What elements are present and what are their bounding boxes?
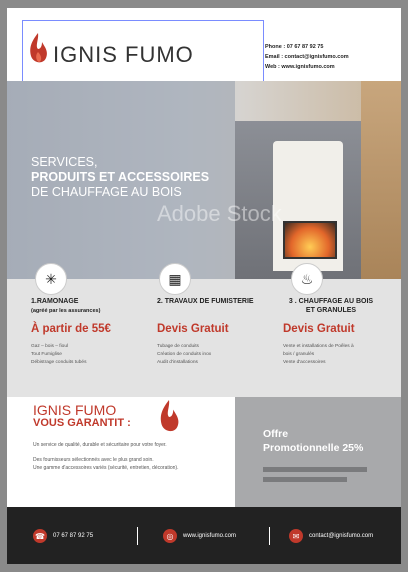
guarantee-line: Des fournisseurs sélectionnés avec le plus grand soin. bbox=[33, 457, 154, 463]
service-title-text: 3 . CHAUFFAGE AU BOIS bbox=[288, 298, 374, 305]
footer-divider bbox=[269, 527, 270, 545]
footer-phone-text: 07 67 87 92 75 bbox=[53, 533, 94, 539]
service-chauffage bbox=[283, 270, 401, 397]
service-price: Devis Gratuit bbox=[283, 323, 355, 335]
stove-fire-window bbox=[283, 221, 337, 259]
header-phone: Phone : 07 67 87 92 75 bbox=[265, 44, 324, 50]
flame-logo-icon bbox=[27, 32, 49, 66]
service-list-item: Tout Fumiglise bbox=[31, 352, 62, 357]
guarantee-line: Une gamme d'accessoires variés (sécurité, entretien, décoration). bbox=[33, 465, 179, 471]
footer-web[interactable] bbox=[163, 529, 236, 543]
footer bbox=[7, 507, 401, 564]
footer-web-text: www.ignisfumo.com bbox=[183, 533, 237, 539]
flyer-page bbox=[7, 8, 401, 564]
service-list-item: Débistrage conduits tubés bbox=[31, 360, 87, 365]
service-list-item: Tubage de conduits bbox=[157, 344, 199, 349]
service-title-text: 1.RAMONAGE bbox=[31, 298, 79, 305]
footer-divider bbox=[137, 527, 138, 545]
hero-line-2: PRODUITS ET ACCESSOIRES bbox=[31, 170, 210, 184]
guarantee-section bbox=[7, 397, 235, 507]
chimney-brush-icon: ✳ bbox=[35, 263, 67, 295]
logo-text: IGNIS FUMO bbox=[53, 42, 194, 67]
footer-phone[interactable] bbox=[33, 529, 93, 543]
wood-panel bbox=[361, 81, 401, 279]
promo-bar bbox=[263, 477, 347, 482]
globe-icon: ◎ bbox=[163, 529, 177, 543]
promo-box bbox=[235, 397, 401, 507]
service-price: À partir de 55€ bbox=[31, 323, 111, 335]
guarantee-title: IGNIS FUMO bbox=[33, 402, 117, 418]
stove-icon: ♨ bbox=[291, 263, 323, 295]
hero-line-3: DE CHAUFFAGE AU BOIS bbox=[31, 185, 182, 199]
hero-headline bbox=[31, 155, 209, 200]
flame-icon bbox=[157, 399, 181, 435]
service-list-item: Vente d'accessoires bbox=[283, 360, 326, 365]
service-ramonage bbox=[31, 270, 155, 397]
footer-email[interactable] bbox=[289, 529, 373, 543]
promo-line-1: Offre bbox=[263, 428, 289, 440]
service-title bbox=[283, 297, 379, 315]
header-email: Email : contact@ignisfumo.com bbox=[265, 54, 349, 60]
service-fumisterie bbox=[157, 270, 281, 397]
promo-line-2: Promotionnelle 25% bbox=[263, 442, 364, 454]
service-list-item: bois / granulés bbox=[283, 352, 315, 357]
hero-image bbox=[7, 81, 401, 279]
hero-line-1: SERVICES, bbox=[31, 155, 98, 169]
mail-icon: ✉ bbox=[289, 529, 303, 543]
service-list bbox=[31, 343, 86, 367]
service-title bbox=[157, 297, 254, 306]
service-title-text: 2. TRAVAUX DE FUMISTERIE bbox=[157, 298, 254, 305]
service-title bbox=[31, 297, 100, 316]
service-list bbox=[157, 343, 211, 367]
promo-text bbox=[263, 427, 363, 455]
guarantee-subtitle: VOUS GARANTIT : bbox=[33, 417, 131, 429]
service-list-item: Audit d'installations bbox=[157, 360, 198, 365]
header-web: Web : www.ignisfumo.com bbox=[265, 64, 335, 70]
service-list-item: Gaz – bois – fioul bbox=[31, 344, 69, 349]
phone-icon: ☎ bbox=[33, 529, 47, 543]
promo-bar bbox=[263, 467, 367, 472]
guarantee-line: Un service de qualité, durable et sécuritaire pour votre foyer. bbox=[33, 442, 167, 448]
service-price: Devis Gratuit bbox=[157, 323, 229, 335]
footer-email-text: contact@ignisfumo.com bbox=[309, 533, 374, 539]
stock-watermark: Adobe Stock bbox=[157, 201, 282, 226]
service-list bbox=[283, 343, 354, 367]
service-list-item: Création de conduits inox bbox=[157, 352, 212, 357]
service-subtitle: ET GRANULES bbox=[305, 307, 357, 314]
header-contact bbox=[265, 42, 349, 72]
services-section bbox=[7, 270, 401, 397]
service-list-item: Vente et installations de Poêles à bbox=[283, 344, 354, 349]
service-subtitle: (agréé par les assurances) bbox=[31, 308, 101, 314]
chimney-icon: ▦ bbox=[159, 263, 191, 295]
